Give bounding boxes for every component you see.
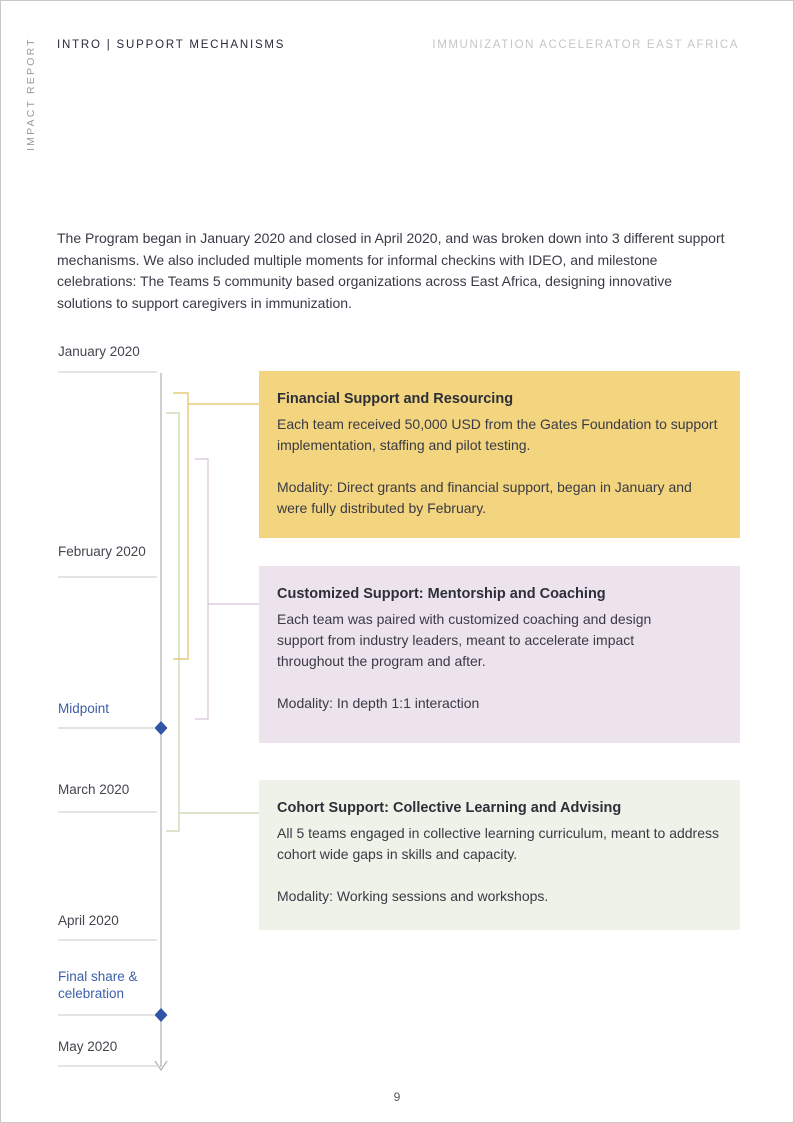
card-cohort-support xyxy=(259,780,740,930)
card-modality: Modality: In depth 1:1 interaction xyxy=(277,695,480,711)
final-share-diamond-icon xyxy=(155,1008,168,1022)
card-title: Cohort Support: Collective Learning and Advising xyxy=(277,800,622,816)
card-modality: Modality: Working sessions and workshops. xyxy=(277,888,549,904)
timeline-label-february: February 2020 xyxy=(58,544,146,559)
timeline-label-may: May 2020 xyxy=(58,1039,118,1054)
timeline-label-january: January 2020 xyxy=(58,344,140,359)
intro-paragraph: The Program began in January 2020 and closed in April 2020, and was broken down into 3 different support mechanisms. We also included multiple moments for informal checkins with IDEO, and milestone celebrations: The Teams 5 community based organizations across East Africa, designing innovative solutions to support caregivers in immunization. xyxy=(57,230,725,311)
timeline-arrow-icon xyxy=(155,1061,167,1070)
timeline-graphic xyxy=(1,1,794,1123)
card-body: Each team was paired with customized coaching and design support from industry leaders, meant to accelerate impact throughout the program and after. xyxy=(277,611,652,669)
page-number: 9 xyxy=(393,1090,401,1104)
card-body: Each team received 50,000 USD from the Gates Foundation to support implementation, staffing and pilot testing. xyxy=(277,416,718,453)
impact-report-side-label: IMPACT REPORT xyxy=(25,37,37,151)
section-breadcrumb: INTRO | SUPPORT MECHANISMS xyxy=(57,39,286,51)
customized-support-bracket xyxy=(195,459,259,719)
card-body: All 5 teams engaged in collective learning curriculum, meant to address cohort wide gaps in skills and capacity. xyxy=(277,825,720,862)
midpoint-diamond-icon xyxy=(155,721,168,735)
timeline-label-april: April 2020 xyxy=(58,913,119,928)
timeline-label-midpoint: Midpoint xyxy=(58,701,110,716)
report-title: IMMUNIZATION ACCELERATOR EAST AFRICA xyxy=(432,39,739,51)
card-customized-support xyxy=(259,566,740,743)
card-modality: Modality: Direct grants and financial support, began in January and were fully distributed by February. xyxy=(277,479,692,516)
card-title: Customized Support: Mentorship and Coaching xyxy=(277,586,606,602)
card-financial-support xyxy=(259,371,740,538)
card-title: Financial Support and Resourcing xyxy=(277,391,514,407)
timeline-label-march: March 2020 xyxy=(58,782,130,797)
financial-support-bracket xyxy=(173,393,259,659)
cohort-support-bracket xyxy=(166,413,259,831)
timeline-label-final-share: Final share & celebration xyxy=(58,969,138,1001)
